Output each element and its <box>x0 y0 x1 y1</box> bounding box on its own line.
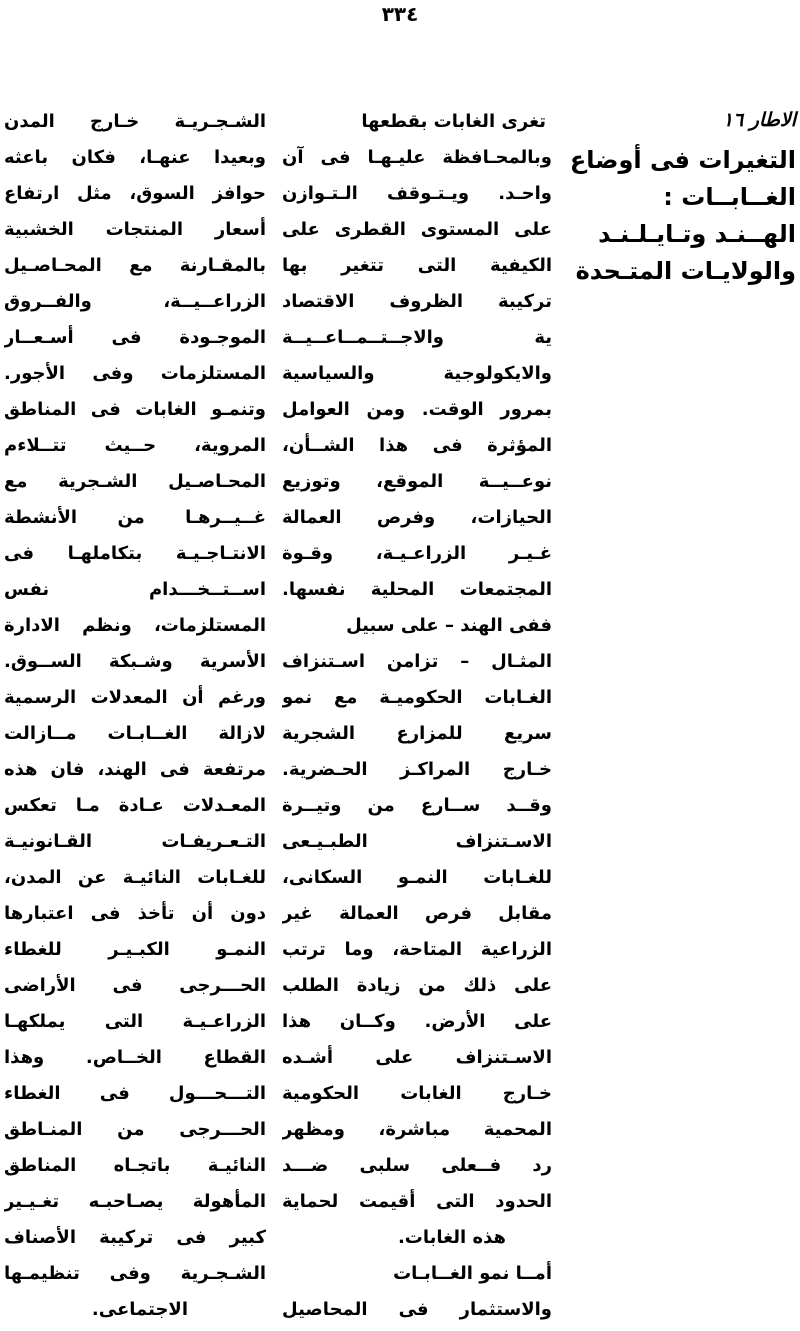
body-text-line: وتنمـو الغابات فى المناطق <box>4 399 266 420</box>
body-text-line: الاجتماعى. <box>91 1299 188 1320</box>
body-text-line: الزراعـيـة التى يملكهـا <box>4 1011 266 1032</box>
body-text-line: الحـــرجى من المنـاطق <box>4 1119 266 1140</box>
body-text-line: أسعار المنتجات الخشبية <box>4 219 266 240</box>
body-text-line: الزراعــيــة، والفــروق <box>4 291 266 312</box>
body-text-line: اســتــخـــدام نفس <box>4 579 266 600</box>
body-text-line: الشـجـريـة خـارج المدن <box>4 111 266 132</box>
body-text-line: وبالمحـافظة عليـهـا فى آن <box>282 147 552 168</box>
body-text-line: غــيــرهـا من الأنشطة <box>4 507 266 528</box>
body-text-line: مقابل فرص العمالة غير <box>282 903 552 924</box>
page-number: ٣٣٤ <box>381 2 419 26</box>
body-text-line: ففى الهند – على سبيل <box>346 615 552 636</box>
body-text-line: الحيازات، وفرص العمالة <box>282 507 552 528</box>
body-text-line: مرتفعة فى الهند، فان هذه <box>4 759 266 780</box>
body-text-line: حوافز السوق، مثل ارتفاع <box>4 183 266 204</box>
body-text-line: سريع للمزارع الشجرية <box>282 723 552 744</box>
box-title-line: التغيرات فى أوضاع <box>569 146 796 174</box>
body-text-line: هذه الغابات. <box>397 1227 506 1248</box>
box-title-line: والولايـات المتـحدة <box>575 257 796 285</box>
body-text-line: تغرى الغابات بقطعها <box>361 111 546 132</box>
body-text-line: على المستوى القطرى على <box>282 219 552 240</box>
body-text-line: القطاع الخــاص. وهذا <box>4 1047 266 1068</box>
body-text-line: النائيـة باتجـاه المناطق <box>4 1155 266 1176</box>
body-text-line: المجتمعات المحلية نفسها. <box>282 579 552 600</box>
body-text-line: الموجـودة فى أسـعــار <box>4 327 266 348</box>
body-text-line: المستلزمات، ونظم الادارة <box>4 615 266 636</box>
body-text-line: كبير فى تركيبة الأصناف <box>4 1227 266 1248</box>
body-text-line: ية والاجــتــمــاعــيــة <box>282 327 552 348</box>
body-text-line: المستلزمات وفى الأجور. <box>4 363 266 384</box>
box-title <box>524 142 796 290</box>
body-text-line: المحـاصـيل الشـجرية مع <box>4 471 266 492</box>
body-text-line: الغـابات الحكوميـة مع نمو <box>282 687 552 708</box>
text-column-left <box>4 104 266 1328</box>
body-text-line: غـيـر الزراعـيـة، وقـوة <box>282 543 552 564</box>
box-title-line: الغــابــات : <box>663 183 796 211</box>
box-heading <box>524 102 796 290</box>
body-text-line: بمرور الوقت. ومن العوامل <box>282 399 552 420</box>
body-text-line: رد فــعلى سلبى ضـــد <box>282 1155 552 1176</box>
box-kicker-label: الاطار ١٦ <box>722 109 796 131</box>
body-text-line: والايكولوجية والسياسية <box>282 363 552 384</box>
body-text-line: على ذلك من زيادة الطلب <box>282 975 552 996</box>
body-text-line: التـعـريفـات القـانونيـة <box>4 831 266 852</box>
body-text-line: على الأرض. وكــان هذا <box>282 1011 552 1032</box>
body-text-line: وبعيدا عنهـا، فكان باعثه <box>4 147 266 168</box>
body-text-line: دون أن تأخذ فى اعتبارها <box>4 903 266 924</box>
body-text-line: الأسرية وشـبكة الســوق. <box>4 651 266 672</box>
body-text-line: الكيفية التى تتغير بها <box>282 255 552 276</box>
body-text-line: الاسـتنزاف على أشـده <box>282 1047 552 1068</box>
body-text-line: الحـــرجى فى الأراضى <box>4 975 266 996</box>
body-text-line: أمــا نمو الغــابـات <box>393 1263 552 1284</box>
body-text-line: المؤثرة فى هذا الشــأن، <box>282 435 552 456</box>
body-text-line: التـــحـــول فى الغطاء <box>4 1083 266 1104</box>
body-text-line: خـارج الغابات الحكومية <box>282 1083 552 1104</box>
body-text-line: الشـجـرية وفى تنظيمـها <box>4 1263 266 1284</box>
body-text-line: ورغم أن المعدلات الرسمية <box>4 687 266 708</box>
body-text-line: للغـابات النائيـة عن المدن، <box>4 867 266 888</box>
body-text-line: الانتـاجـيـة بتكاملهـا فى <box>4 543 266 564</box>
body-text-line: للغـابات النمـو السكانى، <box>282 867 552 888</box>
body-text-line: المحمية مباشرة، ومظهر <box>282 1119 552 1140</box>
body-text-line: واحـد. ويـتـوقف الـتـوازن <box>282 183 552 204</box>
body-text-line: المروية، حــيث تتــلاءم <box>4 435 266 456</box>
body-text-line: المثـال – تزامن اسـتنزاف <box>282 651 552 672</box>
body-text-line: نوعــيــة الموقع، وتوزيع <box>282 471 552 492</box>
box-title-line: الهــنـد وتـايـلـنـد <box>598 220 796 248</box>
body-text-line: المعـدلات عـادة مـا تعكس <box>4 795 266 816</box>
body-text-line: الحدود التى أقيمت لحماية <box>282 1191 552 1212</box>
body-text-line: الزراعية المتاحة، وما ترتب <box>282 939 552 960</box>
body-text-line: لازالة الغــابـات مــازالت <box>4 723 266 744</box>
text-column-middle <box>282 104 552 1328</box>
body-text-line: النمـو الكبـيـر للغطاء <box>4 939 266 960</box>
body-text-line: خـارج المراكـز الحـضرية. <box>282 759 552 780</box>
body-text-line: والاستثمار فى المحاصيل <box>282 1299 552 1320</box>
body-text-line: وقــد ســارع من وتيــرة <box>282 795 552 816</box>
body-text-line: المأهولة يصـاحبـه تغـيـير <box>4 1191 266 1212</box>
body-text-line: تركيبة الظروف الاقتصاد <box>282 291 552 312</box>
body-text-line: الاسـتنزاف الطبـيـعى <box>282 831 552 852</box>
body-text-line: بالمقـارنة مع المحـاصـيل <box>4 255 266 276</box>
